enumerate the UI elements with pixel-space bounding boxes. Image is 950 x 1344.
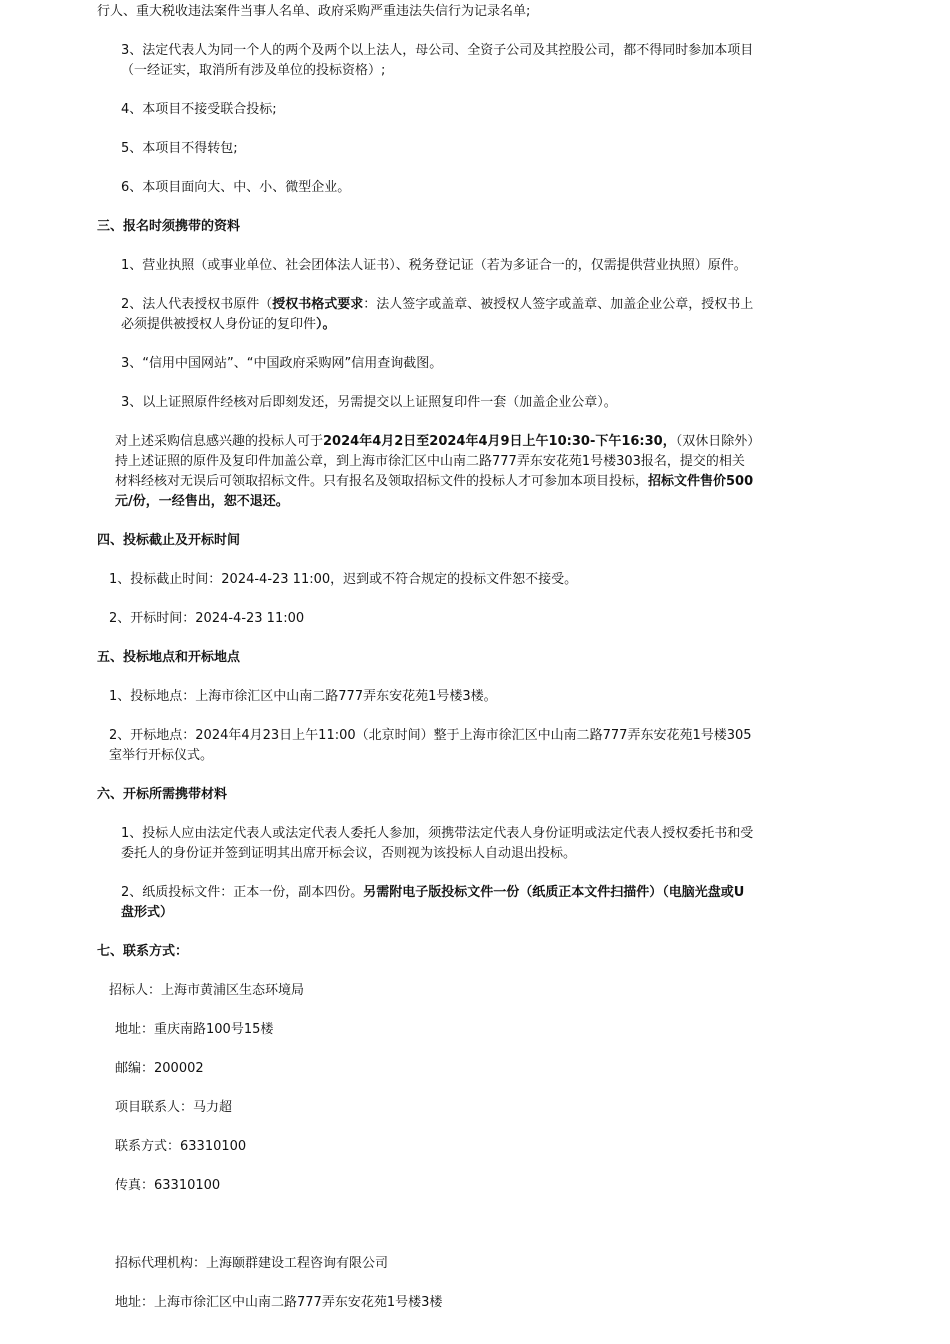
registration-dates: 2024年4月2日至2024年4月9日上午10:30-下午16:30，	[323, 434, 676, 449]
material-2-bold-label: 授权书格式要求	[272, 297, 364, 312]
requirement-6: 6、本项目面向大、中、小、微型企业。	[121, 180, 351, 195]
opening-material-1: 1、投标人应由法定代表人或法定代表人委托人参加，须携带法定代表人身份证明或法定代表人授权委托书和受委托人的身份证并签到证明其出席开标会议，否则视为该投标人自动退出投标。	[121, 826, 754, 861]
material-2	[97, 295, 754, 335]
requirement-3: 3、法定代表人为同一个人的两个及两个以上法人，母公司、全资子公司及其控股公司，都不得同时参加本项目（一经证实，取消所有涉及单位的投标资格）;	[121, 43, 754, 78]
opening-location: 2、开标地点：2024年4月23日上午11:00（北京时间）整于上海市徐汇区中山南二路777弄东安花苑1号楼305室举行开标仪式。	[109, 728, 752, 763]
deadline-time: 1、投标截止时间：2024-4-23 11:00，迟到或不符合规定的投标文件恕不接受。	[109, 572, 578, 587]
section-3-heading: 三、报名时须携带的资料	[97, 219, 241, 234]
material-2-part-d: ）。	[316, 317, 336, 332]
registration-intro: 对上述采购信息感兴趣的投标人可于	[115, 434, 324, 449]
contact-person: 项目联系人：马力超	[115, 1100, 233, 1115]
section-6-heading: 六、开标所需携带材料	[97, 787, 228, 802]
requirement-line-continued: 行人、重大税收违法案件当事人名单、政府采购严重违法失信行为记录名单;	[97, 4, 531, 19]
registration-price: 招标文件售价500元/份，一经售出，恕不退还。	[115, 474, 754, 509]
material-3: 3、“信用中国网站”、“中国政府采购网”信用查询截图。	[121, 356, 443, 371]
contact-phone: 联系方式：63310100	[115, 1139, 247, 1154]
material-2-part-a: 2、法人代表授权书原件（	[121, 297, 273, 312]
requirement-4: 4、本项目不接受联合投标;	[121, 102, 277, 117]
opening-material-2-normal: 2、纸质投标文件：正本一份，副本四份。	[121, 885, 364, 900]
contact-tenderer: 招标人：上海市黄浦区生态环境局	[109, 983, 305, 998]
contact-address: 地址：重庆南路100号15楼	[115, 1022, 274, 1037]
opening-material-2-bold: 另需附电子版投标文件一份（纸质正本文件扫描件）（电脑光盘或U盘形式）	[121, 885, 745, 920]
contact-fax: 传真：63310100	[115, 1178, 221, 1193]
section-5-heading: 五、投标地点和开标地点	[97, 650, 241, 665]
bid-location: 1、投标地点：上海市徐汇区中山南二路777弄东安花苑1号楼3楼。	[109, 689, 497, 704]
contact-agency: 招标代理机构：上海颐群建设工程咨询有限公司	[115, 1256, 389, 1271]
registration-paragraph	[97, 432, 754, 512]
material-2-part-c: ：法人签字或盖章、被授权人签字或盖章、加盖企业公章，授权书上必须提供被授权人身份证的复印件	[121, 297, 754, 332]
material-4: 3、以上证照原件经核对后即刻发还，另需提交以上证照复印件一套（加盖企业公章）。	[121, 395, 617, 410]
section-4-heading: 四、投标截止及开标时间	[97, 533, 241, 548]
document-body	[97, 0, 754, 1313]
material-1: 1、营业执照（或事业单位、社会团体法人证书）、税务登记证（若为多证合一的，仅需提供营业执照）原件。	[121, 258, 747, 273]
opening-material-2	[97, 883, 754, 923]
opening-time: 2、开标时间：2024-4-23 11:00	[109, 611, 305, 626]
requirement-5: 5、本项目不得转包;	[121, 141, 238, 156]
section-7-heading: 七、联系方式：	[97, 944, 189, 959]
contact-agency-address: 地址：上海市徐汇区中山南二路777弄东安花苑1号楼3楼	[115, 1295, 443, 1310]
registration-details: （双休日除外）持上述证照的原件及复印件加盖公章，到上海市徐汇区中山南二路777弄东安花苑1号楼303报名，提交的相关材料经核对无误后可领取招标文件。只有报名及领取招标文件的投标人才可参加本项目投标，	[115, 434, 754, 489]
contact-zipcode: 邮编：200002	[115, 1061, 204, 1076]
